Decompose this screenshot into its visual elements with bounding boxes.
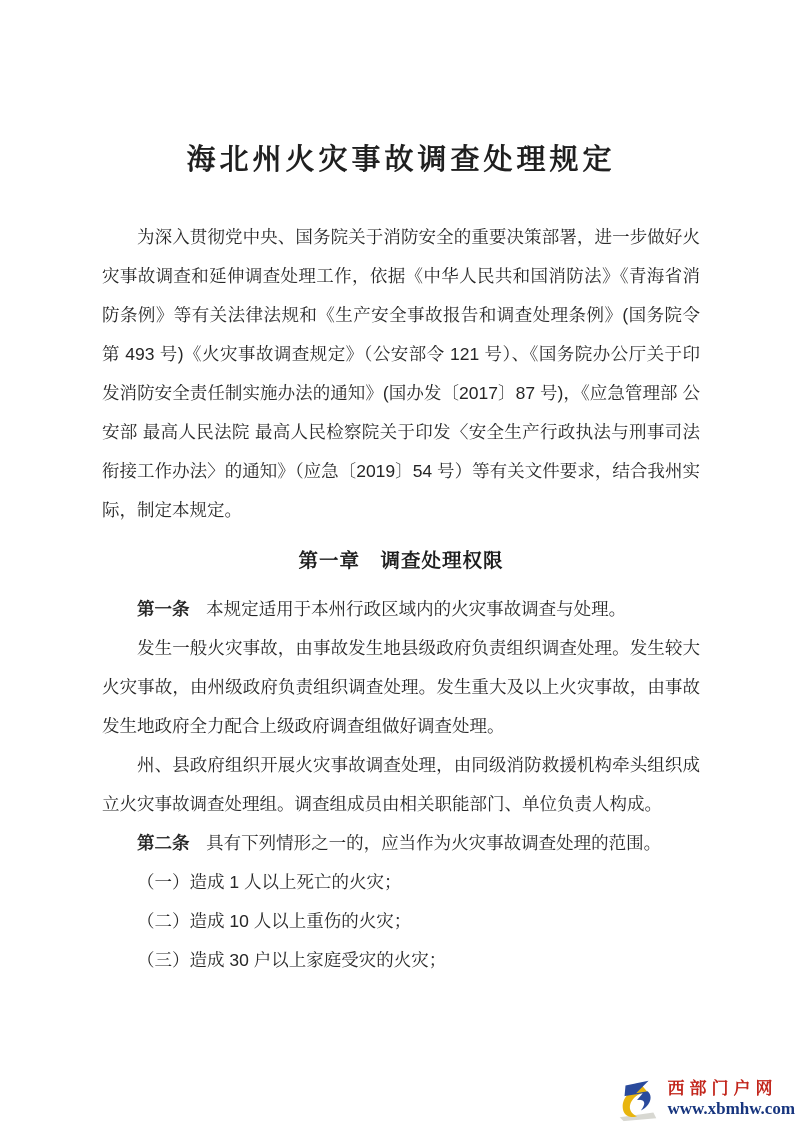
article-1-paragraph [102,590,700,629]
list-item-3: （三）造成 30 户以上家庭受灾的火灾； [137,950,447,970]
article-2-label: 第二条 [137,833,190,853]
article-1-paragraph-2: 发生一般火灾事故，由事故发生地县级政府负责组织调查处理。发生较大火灾事故，由州级政府负责组织调查处理。发生重大及以上火灾事故，由事故发生地政府全力配合上级政府调查组做好调查处理。 [102,638,700,736]
site-watermark-text [667,1079,795,1119]
article-2-text: 具有下列情形之一的，应当作为火灾事故调查处理的范围。 [206,833,662,853]
article-1-label: 第一条 [137,599,190,619]
chapter-heading: 第一章 调查处理权限 [298,550,504,572]
list-item-2: （二）造成 10 人以上重伤的火灾； [137,911,412,931]
site-name: 西部门户网 [667,1079,778,1098]
site-logo-icon [613,1074,663,1124]
document-title: 海北州火灾事故调查处理规定 [186,144,616,176]
site-watermark [613,1074,795,1124]
list-item-1: （一）造成 1 人以上死亡的火灾； [137,872,402,892]
site-url: www.xbmhw.com [667,1099,795,1118]
article-2-paragraph [102,824,700,863]
article-1-paragraph-3: 州、县政府组织开展火灾事故调查处理，由同级消防救援机构牵头组织成立火灾事故调查处理组。调查组成员由相关职能部门、单位负责人构成。 [102,755,700,814]
article-1-text: 本规定适用于本州行政区域内的火灾事故调查与处理。 [206,599,627,619]
intro-paragraph: 为深入贯彻党中央、国务院关于消防安全的重要决策部署，进一步做好火灾事故调查和延伸调查处理工作，依据《中华人民共和国消防法》《青海省消防条例》等有关法律法规和《生产安全事故报告和调查处理条例》(国务院令第 493 号)《火灾事故调查规定》（公安部令 121 号）、《国务院办公厅关于印发消防安全责任制实施办法的通知》(国办发〔2017〕87 号)，《应急管理部 公安部 最高人民法院 最高人民检察院关于印发〈安全生产行政执法与刑事司法衔接工作办法〉的通知》（应急〔2019〕54 号）等有关文件要求，结合我州实际，制定本规定。 [102,227,700,520]
document-body [102,0,700,980]
